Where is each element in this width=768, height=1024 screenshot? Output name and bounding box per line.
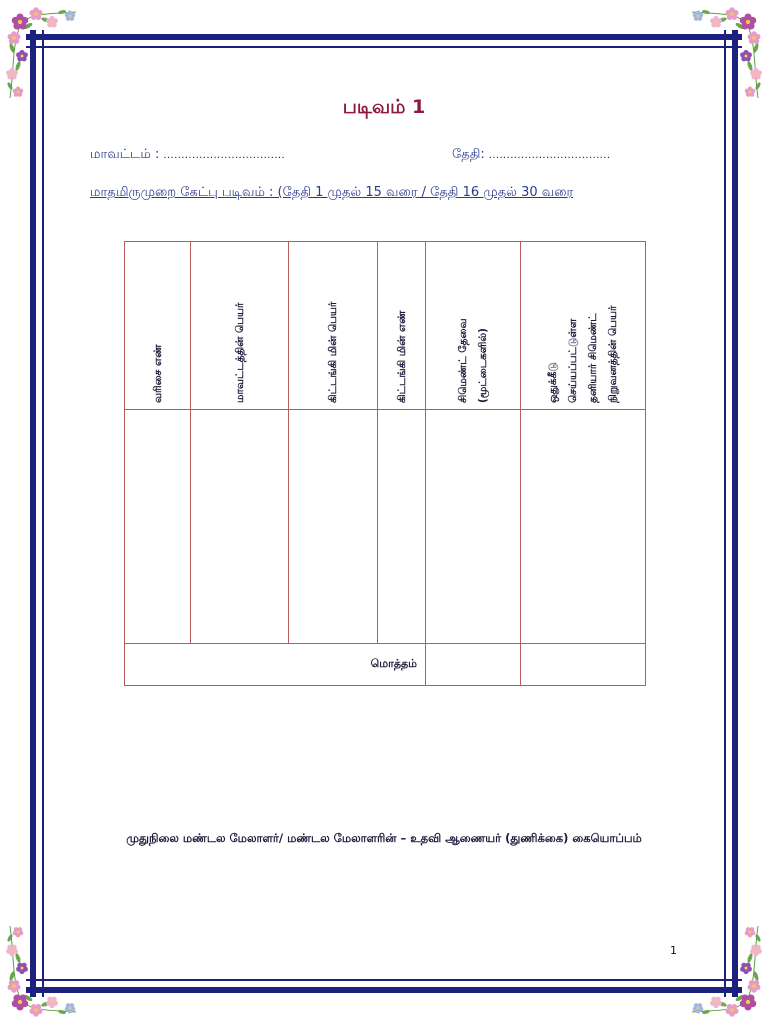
cell-total-cement-requirement [426, 644, 521, 686]
table-header-line: (மூட்டைகளில்) [477, 328, 489, 403]
date-field [452, 146, 610, 165]
district-field [90, 146, 285, 165]
district-blank: .................................. [163, 150, 286, 161]
table-header-line: சிமெண்ட் தேவை [457, 318, 469, 403]
cell-total-company [521, 644, 646, 686]
header-godown-number [378, 242, 426, 410]
table-header-line: மாவட்டத்தின் பெயர் [233, 302, 246, 403]
header-district-name [191, 242, 289, 410]
request-period-line: மாதமிருமுறை கேட்பு படிவம் : (தேதி 1 முதல் 15 வரை / தேதி 16 முதல் 30 வரை [90, 185, 574, 200]
cell-cement-requirement [426, 410, 521, 644]
cell-serial-number [125, 410, 191, 644]
table-header-line: கிட்டங்கி மின் பெயர் [327, 301, 339, 403]
table-header-line: வரிசை எண் [151, 344, 164, 403]
table-total-row [125, 644, 646, 686]
header-godown-name [289, 242, 378, 410]
table-body-row [125, 410, 646, 644]
header-serial-number [125, 242, 191, 410]
total-label: மொத்தம் [125, 644, 426, 686]
form-title: படிவம் 1 [342, 96, 426, 118]
table-header-row [125, 242, 646, 410]
cell-allotted-company-name [521, 410, 646, 644]
header-cement-requirement [426, 242, 521, 410]
district-label: மாவட்டம் : [90, 147, 160, 162]
corner-flower-bottom-right [692, 926, 762, 1017]
requirement-table [124, 241, 646, 686]
table-header-line: தனியார் சிமெண்ட் [587, 313, 599, 403]
cell-godown-name [289, 410, 378, 644]
table-header-line: நிறுவனத்தின் பெயர் [607, 305, 619, 403]
signature-line: முதுநிலை மண்டல மேலாளர்/ மண்டல மேலாளரின் – உதவி ஆணையர் (துணிக்கை) கையொப்பம் [126, 831, 642, 845]
header-allotted-company-name [521, 242, 646, 410]
corner-flower-top-right [692, 7, 762, 98]
cell-district-name [191, 410, 289, 644]
corner-flower-bottom-left [6, 926, 76, 1017]
cell-godown-number [378, 410, 426, 644]
date-blank: .................................. [488, 150, 611, 161]
table-header-line: செய்யப்பட்டுள்ள [567, 318, 579, 403]
date-label: தேதி: [452, 147, 485, 162]
table-header-line: ஒதுக்கீடு [547, 362, 559, 403]
table-header-line: கிட்டங்கி மின் எண் [395, 310, 408, 403]
corner-flower-top-left [6, 7, 76, 98]
page-number: 1 [670, 944, 677, 957]
